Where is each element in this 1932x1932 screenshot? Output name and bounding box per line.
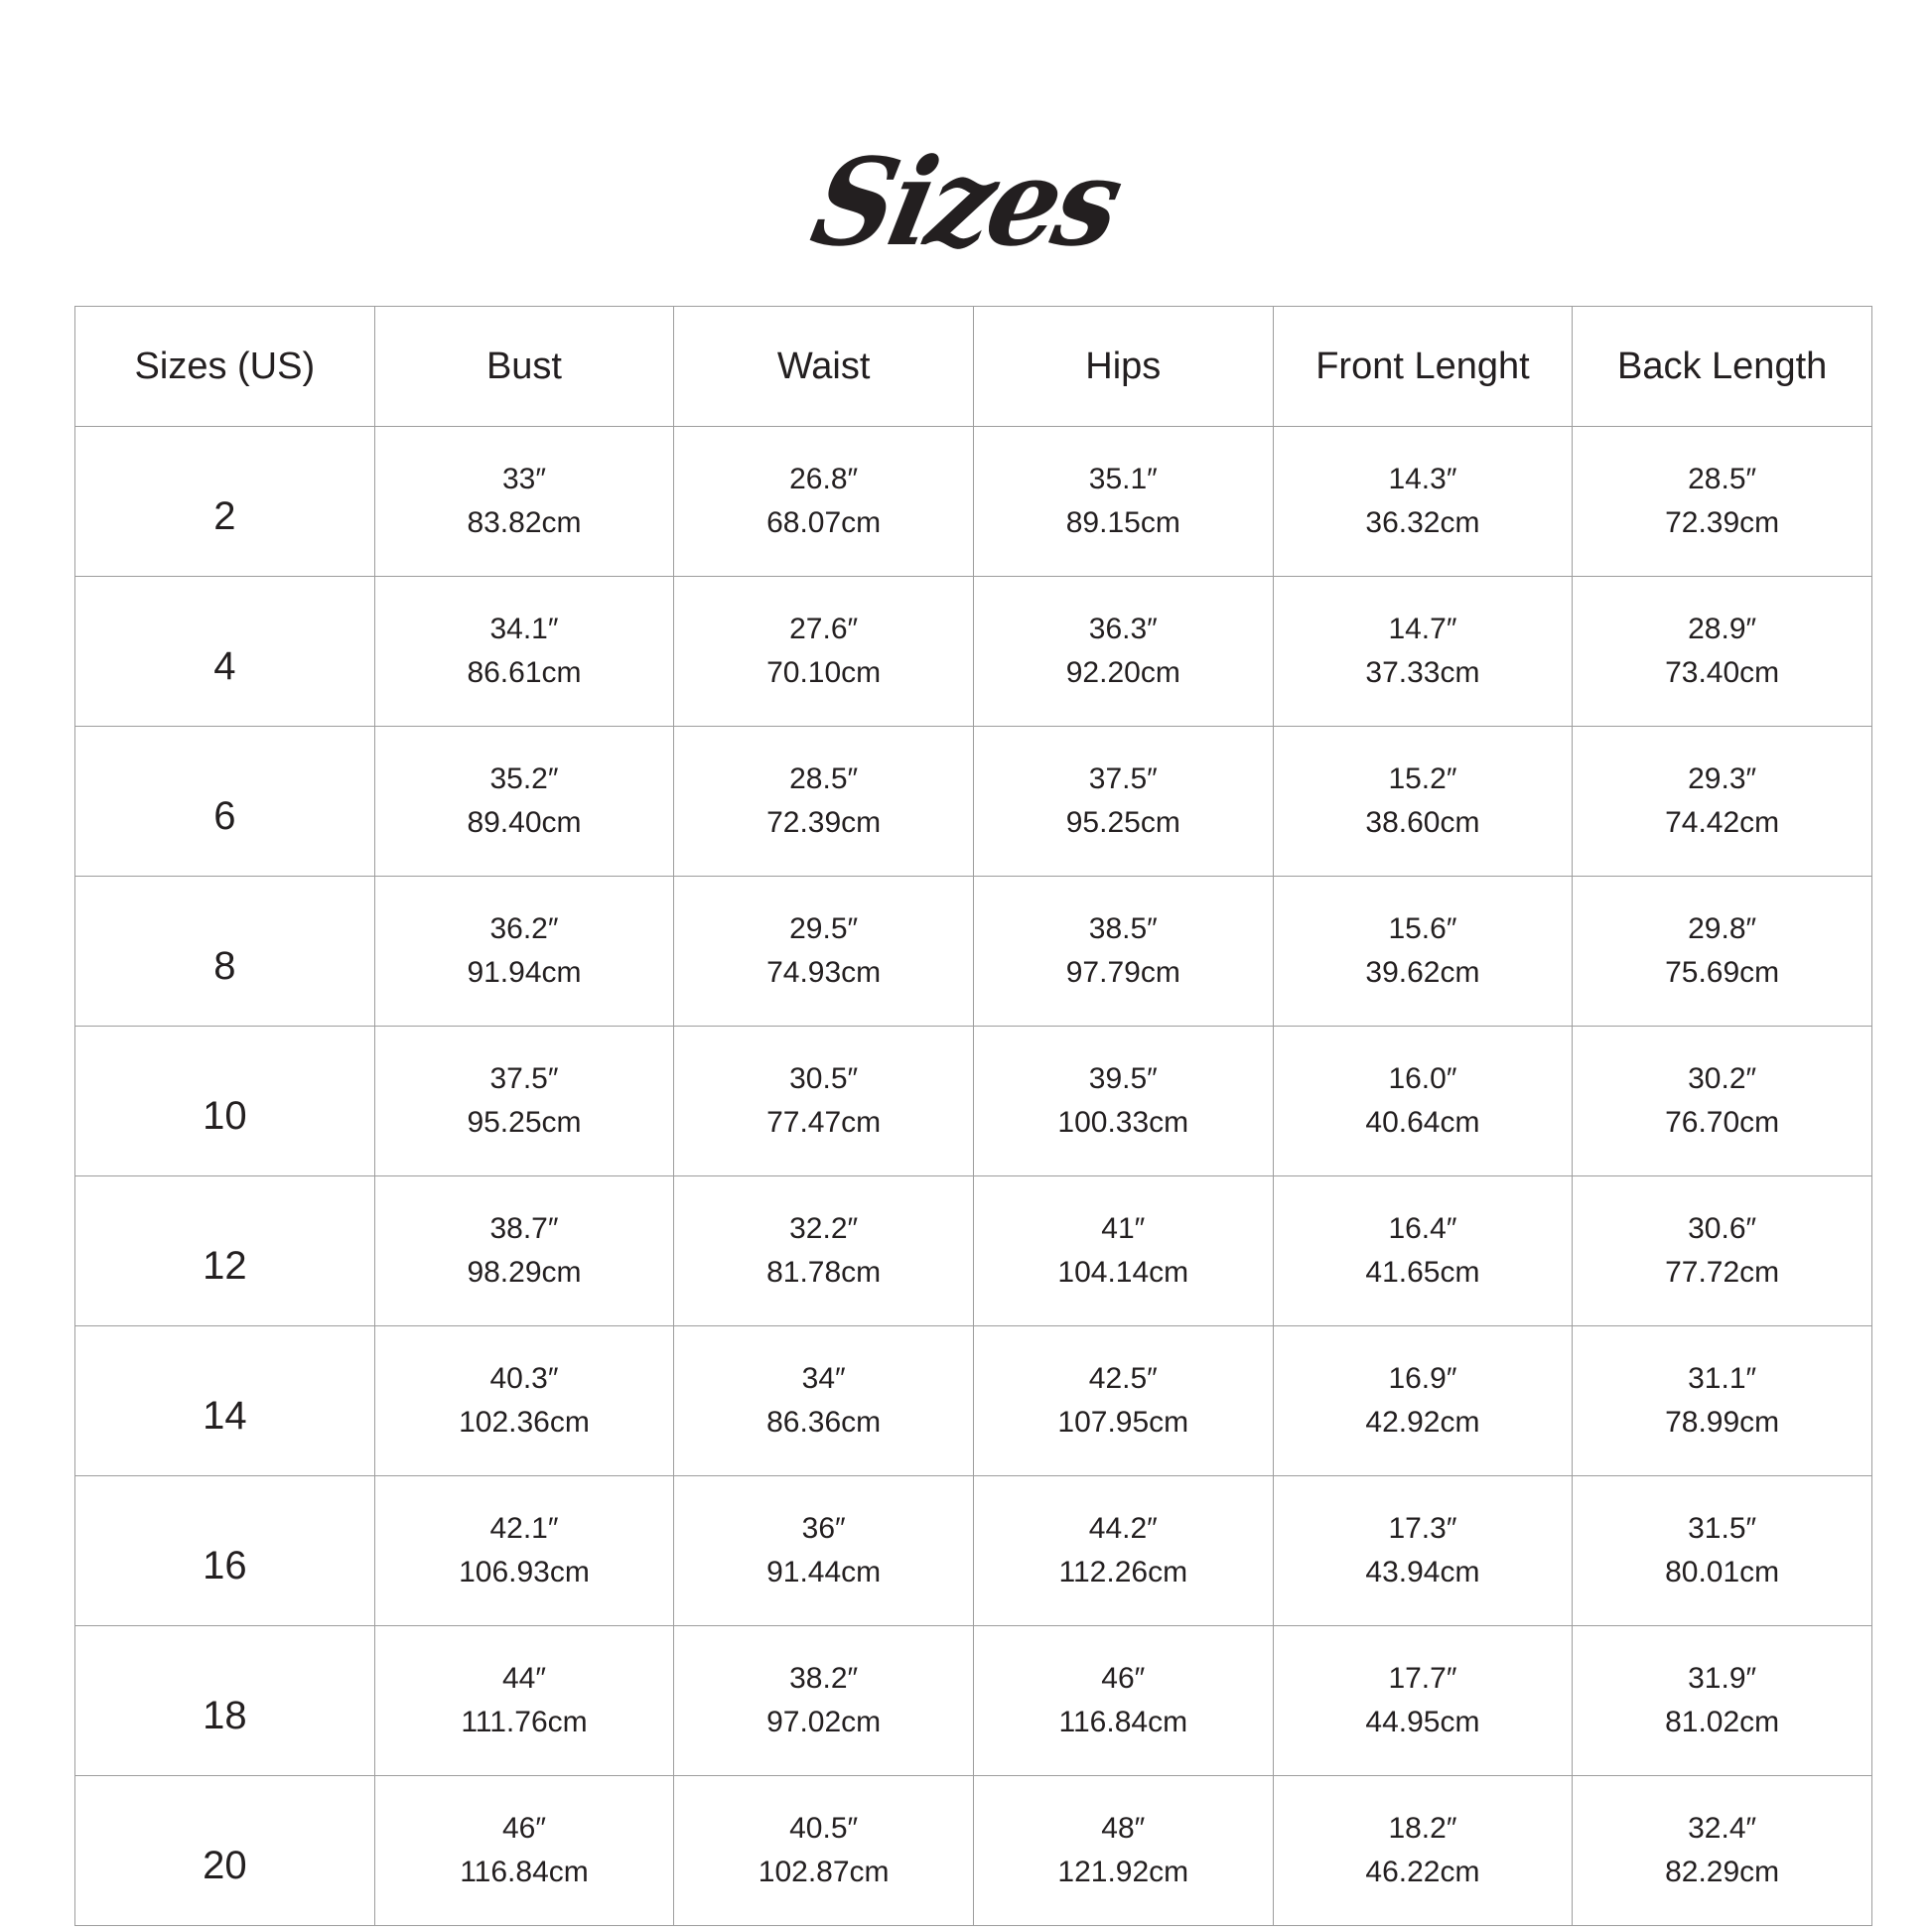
cm-value: 121.92cm <box>1057 1856 1189 1888</box>
cm-value: 72.39cm <box>1665 506 1780 539</box>
cm-value: 81.78cm <box>766 1256 882 1289</box>
front-length-cell <box>1273 427 1573 577</box>
size-cell: 16 <box>75 1476 375 1626</box>
inch-value: 18.2″ <box>1388 1812 1457 1845</box>
back-length-cell <box>1573 1626 1872 1776</box>
inch-value: 38.2″ <box>789 1662 859 1695</box>
cm-value: 74.93cm <box>766 956 882 989</box>
cm-value: 100.33cm <box>1057 1106 1189 1139</box>
waist-cell <box>674 1027 974 1176</box>
inch-value: 44.2″ <box>1088 1512 1158 1545</box>
front-length-cell <box>1273 577 1573 727</box>
waist-cell <box>674 1626 974 1776</box>
header-front-length: Front Lenght <box>1273 307 1573 427</box>
cm-value: 97.79cm <box>1065 956 1180 989</box>
front-length-cell <box>1273 877 1573 1027</box>
size-cell: 6 <box>75 727 375 877</box>
cm-value: 80.01cm <box>1665 1556 1780 1588</box>
cm-value: 102.87cm <box>758 1856 890 1888</box>
cm-value: 77.72cm <box>1665 1256 1780 1289</box>
table-row <box>75 727 1872 877</box>
cm-value: 76.70cm <box>1665 1106 1780 1139</box>
front-length-cell <box>1273 1326 1573 1476</box>
inch-value: 46″ <box>1101 1662 1146 1695</box>
cm-value: 77.47cm <box>766 1106 882 1139</box>
inch-value: 40.5″ <box>789 1812 859 1845</box>
inch-value: 34″ <box>801 1362 846 1395</box>
cm-value: 112.26cm <box>1058 1556 1188 1588</box>
inch-value: 41″ <box>1101 1212 1146 1245</box>
header-row <box>75 307 1872 427</box>
cm-value: 74.42cm <box>1665 806 1780 839</box>
hips-cell <box>973 1027 1273 1176</box>
waist-cell <box>674 877 974 1027</box>
bust-cell <box>374 427 674 577</box>
table-header <box>75 307 1872 427</box>
back-length-cell <box>1573 577 1872 727</box>
inch-value: 33″ <box>501 463 546 495</box>
cm-value: 73.40cm <box>1665 656 1780 689</box>
inch-value: 36.2″ <box>489 912 559 945</box>
size-cell: 2 <box>75 427 375 577</box>
table-row <box>75 427 1872 577</box>
inch-value: 42.1″ <box>489 1512 559 1545</box>
inch-value: 26.8″ <box>789 463 859 495</box>
back-length-cell <box>1573 1027 1872 1176</box>
cm-value: 95.25cm <box>467 1106 582 1139</box>
cm-value: 39.62cm <box>1365 956 1480 989</box>
cm-value: 82.29cm <box>1665 1856 1780 1888</box>
front-length-cell <box>1273 727 1573 877</box>
table-row <box>75 577 1872 727</box>
cm-value: 104.14cm <box>1057 1256 1189 1289</box>
waist-cell <box>674 1176 974 1326</box>
inch-value: 29.3″ <box>1688 762 1757 795</box>
inch-value: 40.3″ <box>489 1362 559 1395</box>
inch-value: 15.6″ <box>1388 912 1457 945</box>
cm-value: 91.44cm <box>766 1556 882 1588</box>
table-row <box>75 1476 1872 1626</box>
back-length-cell <box>1573 727 1872 877</box>
inch-value: 31.5″ <box>1688 1512 1757 1545</box>
cm-value: 37.33cm <box>1365 656 1480 689</box>
cm-value: 81.02cm <box>1665 1706 1780 1738</box>
cm-value: 91.94cm <box>467 956 582 989</box>
size-cell: 8 <box>75 877 375 1027</box>
inch-value: 29.8″ <box>1688 912 1757 945</box>
cm-value: 41.65cm <box>1365 1256 1480 1289</box>
inch-value: 38.5″ <box>1088 912 1158 945</box>
bust-cell <box>374 1626 674 1776</box>
table-row <box>75 1326 1872 1476</box>
back-length-cell <box>1573 1776 1872 1926</box>
cm-value: 86.61cm <box>467 656 582 689</box>
cm-value: 111.76cm <box>461 1706 588 1738</box>
hips-cell <box>973 727 1273 877</box>
front-length-cell <box>1273 1476 1573 1626</box>
size-cell: 10 <box>75 1027 375 1176</box>
cm-value: 75.69cm <box>1665 956 1780 989</box>
cm-value: 89.15cm <box>1065 506 1180 539</box>
inch-value: 48″ <box>1101 1812 1146 1845</box>
waist-cell <box>674 427 974 577</box>
back-length-cell <box>1573 427 1872 577</box>
cm-value: 72.39cm <box>766 806 882 839</box>
inch-value: 28.5″ <box>789 762 859 795</box>
inch-value: 38.7″ <box>489 1212 559 1245</box>
cm-value: 92.20cm <box>1065 656 1180 689</box>
inch-value: 44″ <box>501 1662 546 1695</box>
inch-value: 16.4″ <box>1388 1212 1457 1245</box>
inch-value: 17.7″ <box>1388 1662 1457 1695</box>
size-chart-table <box>74 306 1872 1926</box>
hips-cell <box>973 1176 1273 1326</box>
inch-value: 14.7″ <box>1388 613 1457 645</box>
inch-value: 35.2″ <box>489 762 559 795</box>
hips-cell <box>973 1326 1273 1476</box>
cm-value: 78.99cm <box>1665 1406 1780 1439</box>
inch-value: 37.5″ <box>489 1062 559 1095</box>
cm-value: 98.29cm <box>467 1256 582 1289</box>
inch-value: 32.4″ <box>1688 1812 1757 1845</box>
front-length-cell <box>1273 1776 1573 1926</box>
cm-value: 46.22cm <box>1365 1856 1480 1888</box>
header-waist: Waist <box>674 307 974 427</box>
inch-value: 16.9″ <box>1388 1362 1457 1395</box>
waist-cell <box>674 1476 974 1626</box>
cm-value: 106.93cm <box>459 1556 590 1588</box>
cm-value: 83.82cm <box>467 506 582 539</box>
back-length-cell <box>1573 877 1872 1027</box>
hips-cell <box>973 1476 1273 1626</box>
cm-value: 70.10cm <box>766 656 882 689</box>
cm-value: 97.02cm <box>766 1706 882 1738</box>
hips-cell <box>973 1626 1273 1776</box>
cm-value: 68.07cm <box>766 506 882 539</box>
inch-value: 30.2″ <box>1688 1062 1757 1095</box>
inch-value: 42.5″ <box>1088 1362 1158 1395</box>
size-cell: 14 <box>75 1326 375 1476</box>
bust-cell <box>374 1176 674 1326</box>
inch-value: 28.9″ <box>1688 613 1757 645</box>
page-title: Sizes <box>801 132 1131 274</box>
front-length-cell <box>1273 1176 1573 1326</box>
inch-value: 27.6″ <box>789 613 859 645</box>
bust-cell <box>374 1476 674 1626</box>
hips-cell <box>973 877 1273 1027</box>
hips-cell <box>973 577 1273 727</box>
back-length-cell <box>1573 1326 1872 1476</box>
inch-value: 16.0″ <box>1388 1062 1457 1095</box>
table-row <box>75 877 1872 1027</box>
back-length-cell <box>1573 1176 1872 1326</box>
cm-value: 116.84cm <box>460 1856 589 1888</box>
bust-cell <box>374 727 674 877</box>
bust-cell <box>374 1326 674 1476</box>
cm-value: 43.94cm <box>1365 1556 1480 1588</box>
inch-value: 30.6″ <box>1688 1212 1757 1245</box>
header-back-length: Back Length <box>1573 307 1872 427</box>
inch-value: 46″ <box>501 1812 546 1845</box>
front-length-cell <box>1273 1626 1573 1776</box>
table-row <box>75 1776 1872 1926</box>
hips-cell <box>973 1776 1273 1926</box>
cm-value: 36.32cm <box>1365 506 1480 539</box>
cm-value: 95.25cm <box>1065 806 1180 839</box>
cm-value: 116.84cm <box>1058 1706 1188 1738</box>
size-cell: 4 <box>75 577 375 727</box>
bust-cell <box>374 877 674 1027</box>
inch-value: 29.5″ <box>789 912 859 945</box>
cm-value: 40.64cm <box>1365 1106 1480 1139</box>
inch-value: 31.9″ <box>1688 1662 1757 1695</box>
cm-value: 107.95cm <box>1057 1406 1189 1439</box>
size-cell: 12 <box>75 1176 375 1326</box>
cm-value: 86.36cm <box>766 1406 882 1439</box>
inch-value: 28.5″ <box>1688 463 1757 495</box>
hips-cell <box>973 427 1273 577</box>
inch-value: 31.1″ <box>1688 1362 1757 1395</box>
inch-value: 36″ <box>801 1512 846 1545</box>
inch-value: 14.3″ <box>1388 463 1457 495</box>
inch-value: 30.5″ <box>789 1062 859 1095</box>
inch-value: 32.2″ <box>789 1212 859 1245</box>
inch-value: 39.5″ <box>1088 1062 1158 1095</box>
table-row <box>75 1176 1872 1326</box>
size-cell: 18 <box>75 1626 375 1776</box>
cm-value: 38.60cm <box>1365 806 1480 839</box>
title-area <box>0 129 1932 288</box>
header-sizes-us: Sizes (US) <box>75 307 375 427</box>
bust-cell <box>374 577 674 727</box>
waist-cell <box>674 1326 974 1476</box>
inch-value: 37.5″ <box>1088 762 1158 795</box>
cm-value: 42.92cm <box>1365 1406 1480 1439</box>
size-cell: 20 <box>75 1776 375 1926</box>
front-length-cell <box>1273 1027 1573 1176</box>
header-hips: Hips <box>973 307 1273 427</box>
waist-cell <box>674 577 974 727</box>
cm-value: 89.40cm <box>467 806 582 839</box>
bust-cell <box>374 1027 674 1176</box>
cm-value: 102.36cm <box>459 1406 590 1439</box>
bust-cell <box>374 1776 674 1926</box>
table-row <box>75 1027 1872 1176</box>
inch-value: 15.2″ <box>1388 762 1457 795</box>
cm-value: 44.95cm <box>1365 1706 1480 1738</box>
waist-cell <box>674 727 974 877</box>
inch-value: 35.1″ <box>1088 463 1158 495</box>
table-row <box>75 1626 1872 1776</box>
header-bust: Bust <box>374 307 674 427</box>
back-length-cell <box>1573 1476 1872 1626</box>
inch-value: 34.1″ <box>489 613 559 645</box>
table-body <box>75 427 1872 1926</box>
inch-value: 36.3″ <box>1088 613 1158 645</box>
waist-cell <box>674 1776 974 1926</box>
inch-value: 17.3″ <box>1388 1512 1457 1545</box>
